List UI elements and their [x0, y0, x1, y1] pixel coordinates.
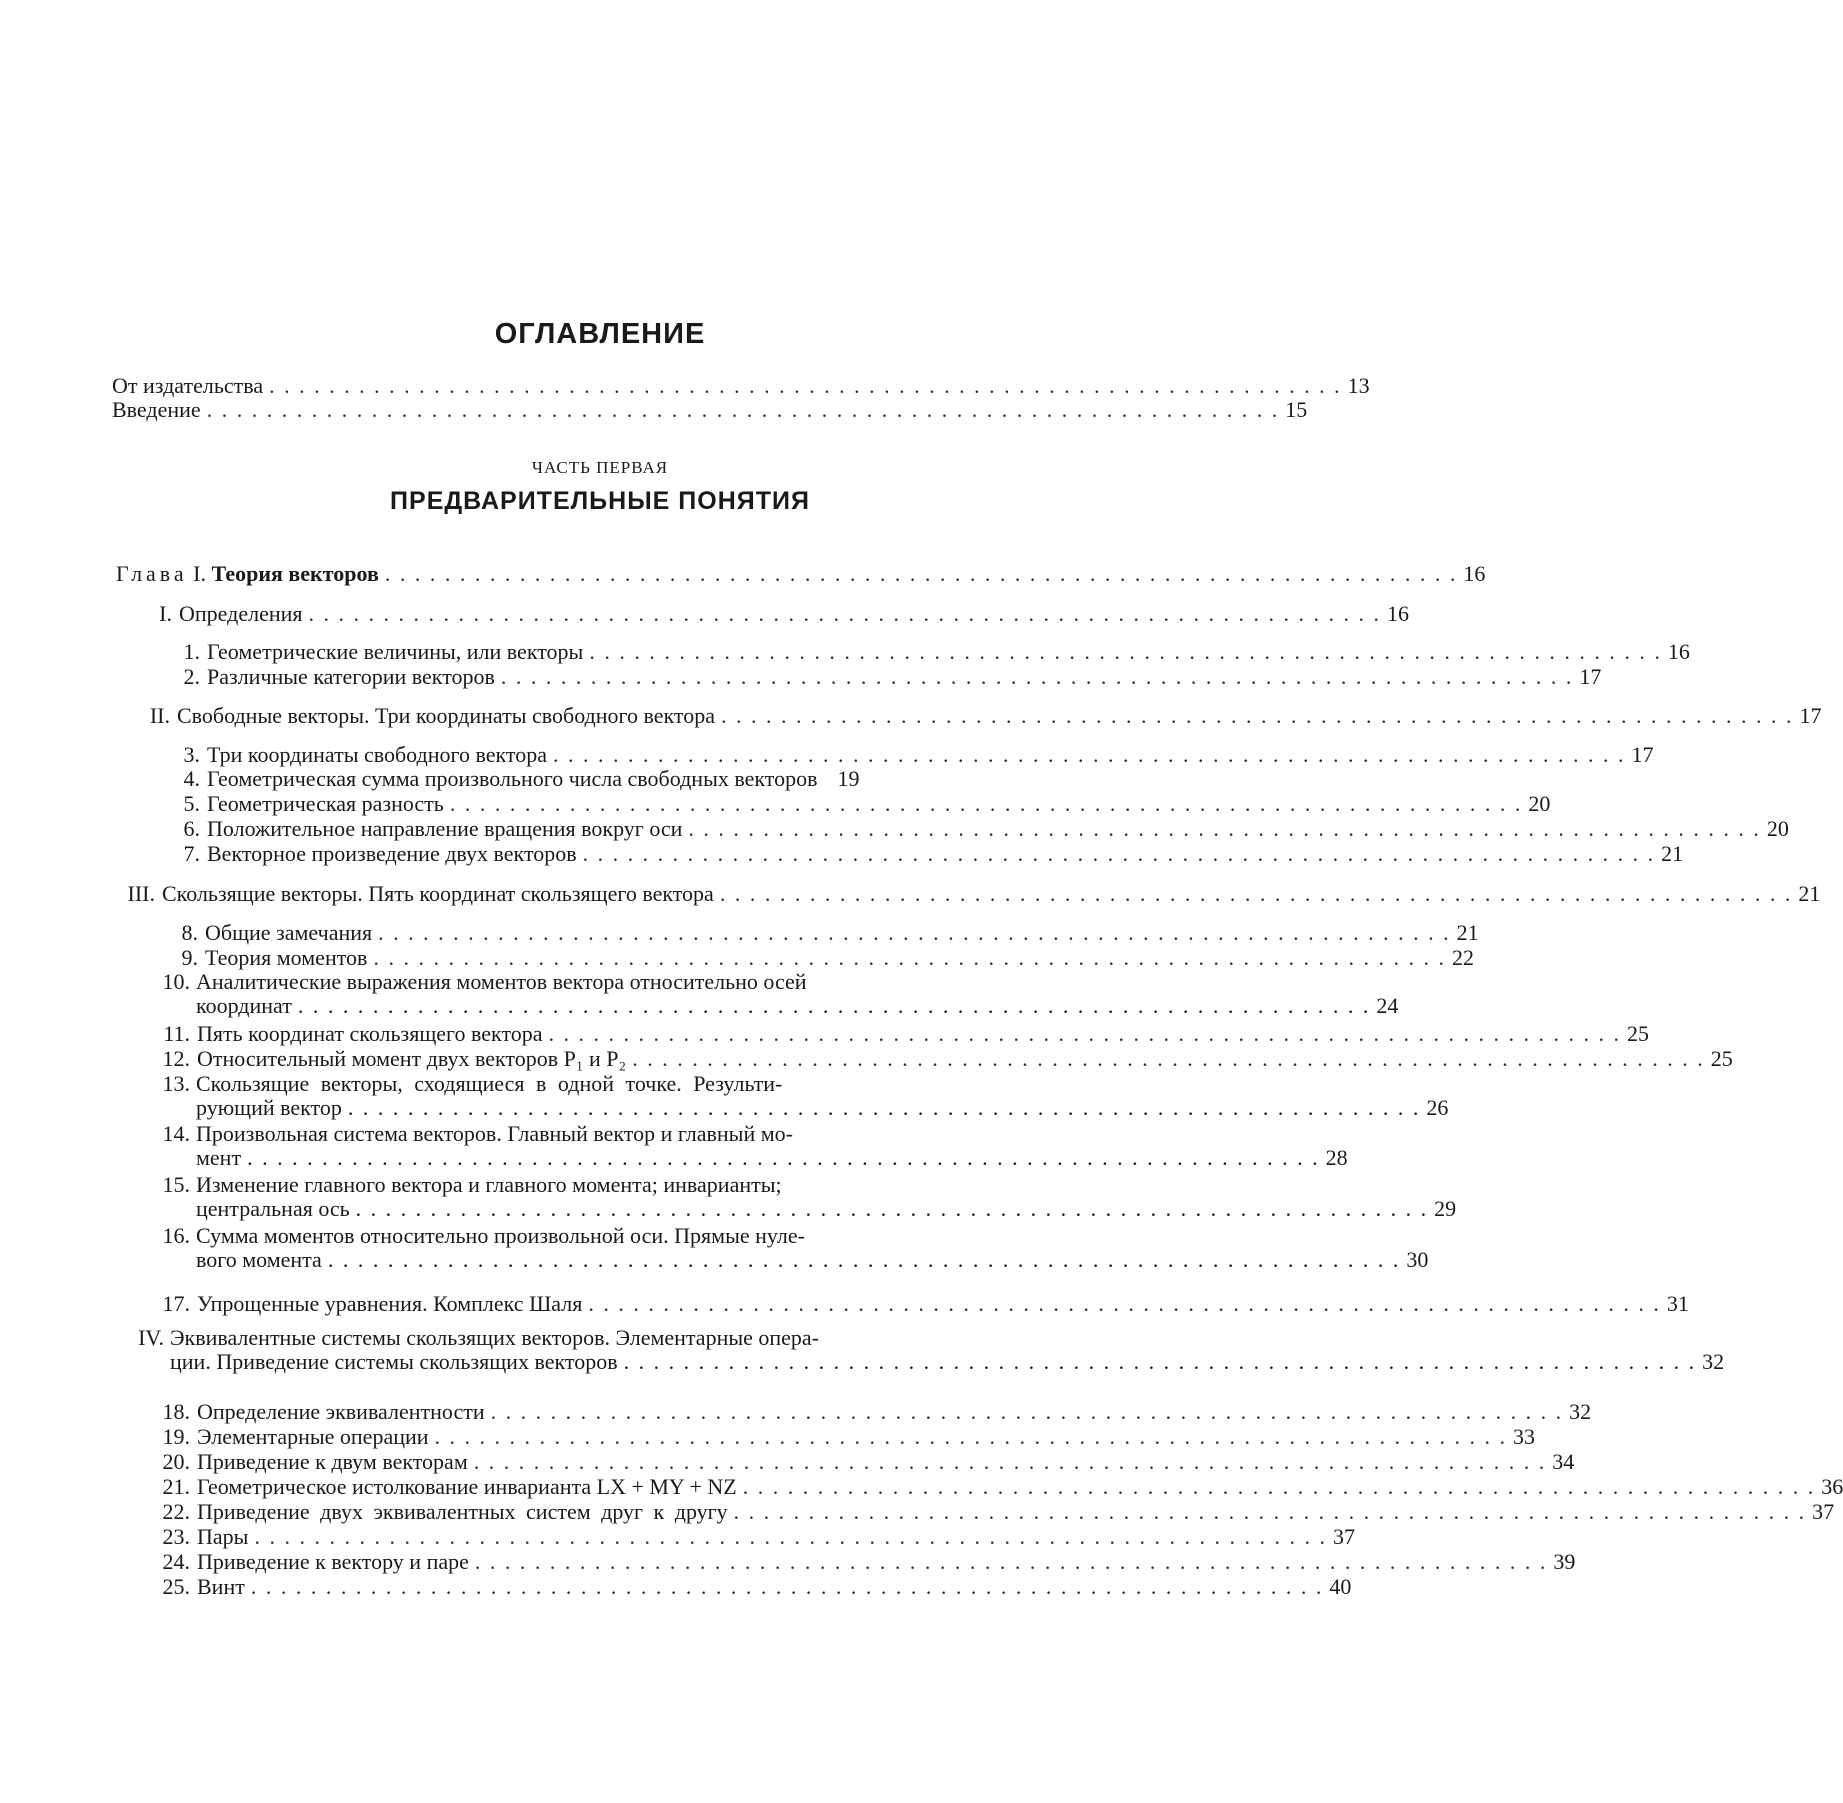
entry-page: 21: [1798, 881, 1821, 906]
item-number: 24.: [162, 1549, 190, 1574]
toc-section-3: [117, 880, 1821, 906]
toc-item-1: [162, 638, 1690, 664]
toc-item-14: [162, 1121, 1348, 1170]
toc-item-15: [162, 1172, 1457, 1221]
entry-page: 28: [1325, 1145, 1348, 1170]
toc-item-2: [162, 663, 1602, 689]
item-number: 6.: [183, 816, 200, 841]
item-number: 22.: [162, 1499, 190, 1524]
item-number: 25.: [162, 1574, 190, 1599]
entry-page: 21: [1661, 841, 1684, 866]
item-number: 23.: [162, 1524, 190, 1549]
toc-item-11: [152, 1020, 1650, 1046]
item-number: 10.: [162, 969, 190, 994]
leader-dots: [721, 704, 1794, 728]
leader-dots: [501, 665, 1574, 689]
entry-page: 26: [1426, 1095, 1449, 1120]
section-title: Скользящие векторы. Пять координат скользящего вектора: [162, 881, 714, 906]
section-number: IV.: [138, 1325, 164, 1350]
entry-page: 25: [1627, 1021, 1650, 1046]
item-last-line: [196, 1247, 1429, 1272]
leader-dots: [688, 817, 1761, 841]
entry-page: 21: [1456, 920, 1479, 945]
entry-page: 25: [1710, 1046, 1733, 1071]
leader-dots: [251, 1575, 1324, 1599]
item-text: Упрощенные уравнения. Комплекс Шаля: [197, 1291, 583, 1316]
item-text-line2: координат: [196, 993, 292, 1018]
entry-page: 15: [1285, 397, 1308, 422]
item-text-line1: Аналитические выражения моментов вектора относительно осей: [196, 969, 807, 994]
leader-dots: [553, 743, 1626, 767]
item-text: Пять координат скользящего вектора: [197, 1021, 543, 1046]
leader-dots: [474, 1450, 1547, 1474]
item-last-line: [196, 1095, 1449, 1120]
toc-section-4: [138, 1325, 1725, 1374]
leader-dots: [475, 1550, 1548, 1574]
entry-page: 37: [1332, 1524, 1355, 1549]
entry-page: 29: [1434, 1196, 1457, 1221]
toc-item-10: [162, 969, 1399, 1018]
toc-item-4: [162, 765, 1075, 791]
item-text-line1: Скользящие векторы, сходящиеся в одной точке. Результи-: [196, 1071, 783, 1096]
toc-item-16: [162, 1223, 1429, 1272]
toc-item-22: [152, 1498, 1835, 1524]
item-text: Геометрическое истолкование инварианта LX + MY + NZ: [197, 1474, 737, 1499]
leader-dots: [588, 1292, 1661, 1316]
entry-page: 20: [1528, 791, 1551, 816]
toc-item-13: [162, 1071, 1449, 1120]
item-text: Геометрические величины, или векторы: [207, 639, 584, 664]
section-number: III.: [127, 881, 155, 906]
item-number: 16.: [162, 1223, 190, 1248]
item-text: Общие замечания: [205, 920, 373, 945]
leader-dots: [309, 602, 1382, 626]
item-text: Векторное произведение двух векторов: [207, 841, 577, 866]
item-text-line2: рующий вектор: [196, 1095, 342, 1120]
item-text-line2: вого момента: [196, 1247, 322, 1272]
toc-item-25: [152, 1573, 1352, 1599]
leader-dots: [373, 946, 1446, 970]
toc-section-2: [132, 702, 1822, 728]
leader-dots: [269, 374, 1342, 398]
section-title: Определения: [179, 601, 303, 626]
item-text: Винт: [197, 1574, 245, 1599]
item-text: Геометрическая сумма произвольного числа свободных векторов: [207, 766, 818, 791]
toc-item-6: [162, 815, 1789, 841]
item-last-line: [196, 1196, 1457, 1221]
chapter-number: I.: [193, 561, 206, 586]
item-number: 1.: [183, 639, 200, 664]
entry-page: 33: [1513, 1424, 1536, 1449]
toc-item-20: [152, 1448, 1575, 1474]
leader-dots: [298, 994, 1371, 1018]
entry-page: 13: [1347, 373, 1370, 398]
item-text-line1: Изменение главного вектора и главного момента; инварианты;: [196, 1172, 782, 1197]
leader-dots: [378, 921, 1451, 945]
item-text-line2: мент: [196, 1145, 242, 1170]
entry-page: 30: [1406, 1247, 1429, 1272]
item-number: 4.: [183, 766, 200, 791]
toc-item-5: [162, 790, 1551, 816]
item-number: 21.: [162, 1474, 190, 1499]
item-text-line1: Произвольная система векторов. Главный вектор и главный мо-: [196, 1121, 793, 1146]
section-title: Свободные векторы. Три координаты свободного вектора: [177, 703, 716, 728]
item-number: 7.: [183, 841, 200, 866]
item-text-line1: Сумма моментов относительно произвольной оси. Прямые нуле-: [196, 1223, 805, 1248]
entry-page: 16: [1387, 601, 1410, 626]
item-text-line2: центральная ось: [196, 1196, 350, 1221]
entry-text: Введение: [112, 397, 201, 422]
leader-dots: [328, 1248, 1401, 1272]
entry-page: 24: [1376, 993, 1399, 1018]
toc-chapter-1: [116, 560, 1486, 586]
leader-dots: [254, 1525, 1327, 1549]
item-text: Относительный момент двух векторов P₁ и P₂: [197, 1046, 627, 1071]
item-number: 18.: [162, 1399, 190, 1424]
toc-section-1: [134, 600, 1410, 626]
toc-item-18: [152, 1398, 1592, 1424]
entry-page: 17: [1631, 742, 1654, 767]
entry-page: 32: [1702, 1349, 1725, 1374]
leader-dots: [435, 1425, 1508, 1449]
entry-page: 17: [1579, 664, 1602, 689]
entry-page: 16: [1463, 561, 1486, 586]
toc-item-3: [162, 741, 1654, 767]
entry-page: 32: [1569, 1399, 1592, 1424]
entry-page: 37: [1812, 1499, 1835, 1524]
item-text: Теория моментов: [205, 945, 368, 970]
entry-page: 16: [1667, 639, 1690, 664]
leader-dots: [583, 842, 1656, 866]
entry-page: 22: [1451, 945, 1474, 970]
entry-page: 17: [1799, 703, 1822, 728]
leader-dots: [632, 1047, 1705, 1071]
chapter-heading: [116, 562, 379, 586]
item-number: 11.: [163, 1021, 190, 1046]
item-text: Различные категории векторов: [207, 664, 495, 689]
page-title: ОГЛАВЛЕНИЕ: [494, 318, 706, 350]
item-number: 15.: [162, 1172, 190, 1197]
section-title-line2: ции. Приведение системы скользящих векторов: [170, 1349, 618, 1374]
item-text: Три координаты свободного вектора: [207, 742, 548, 767]
item-number: 14.: [162, 1121, 190, 1146]
entry-page: 19: [837, 766, 860, 791]
toc-entry-publisher-note: [112, 372, 1370, 398]
entry-page: 36: [1821, 1474, 1843, 1499]
item-last-line: [196, 993, 1399, 1018]
section-number: II.: [149, 703, 170, 728]
leader-dots: [450, 792, 1523, 816]
leader-dots: [743, 1475, 1816, 1499]
leader-dots: [720, 882, 1793, 906]
toc-item-8: [160, 919, 1479, 945]
toc-item-23: [152, 1523, 1355, 1549]
item-number: 12.: [162, 1046, 190, 1071]
toc-entry-introduction: [112, 396, 1308, 422]
chapter-title: Теория векторов: [211, 561, 379, 586]
entry-page: 34: [1552, 1449, 1575, 1474]
item-number: 9.: [181, 945, 198, 970]
leader-dots: [491, 1400, 1564, 1424]
item-text: Приведение к двум векторам: [197, 1449, 468, 1474]
toc-item-7: [162, 840, 1684, 866]
part-label: ЧАСТЬ ПЕРВАЯ: [531, 458, 669, 477]
entry-page: 20: [1766, 816, 1789, 841]
toc-item-9: [160, 944, 1474, 970]
toc-item-24: [152, 1548, 1576, 1574]
leader-dots: [734, 1500, 1807, 1524]
item-number: 19.: [162, 1424, 190, 1449]
leader-dots: [624, 1350, 1697, 1374]
section-number: I.: [159, 601, 172, 626]
leader-dots: [207, 398, 1280, 422]
item-text: Приведение к вектору и паре: [197, 1549, 469, 1574]
toc-item-12: [152, 1045, 1733, 1071]
item-text: Пары: [197, 1524, 249, 1549]
section-last-line: [170, 1349, 1725, 1374]
item-number: 17.: [162, 1291, 190, 1316]
part-title: ПРЕДВАРИТЕЛЬНЫЕ ПОНЯТИЯ: [390, 487, 810, 515]
item-number: 8.: [181, 920, 198, 945]
item-last-line: [196, 1145, 1348, 1170]
entry-page: 39: [1553, 1549, 1576, 1574]
item-number: 3.: [183, 742, 200, 767]
entry-page: 31: [1666, 1291, 1689, 1316]
item-number: 13.: [162, 1071, 190, 1096]
item-number: 5.: [183, 791, 200, 816]
chapter-prefix: Глава: [116, 561, 188, 586]
entry-page: 40: [1329, 1574, 1352, 1599]
toc-item-21: [152, 1473, 1843, 1499]
leader-dots: [549, 1022, 1622, 1046]
leader-dots: [348, 1096, 1421, 1120]
item-text: Геометрическая разность: [207, 791, 444, 816]
leader-dots: [589, 640, 1662, 664]
item-text: Положительное направление вращения вокруг оси: [207, 816, 683, 841]
entry-text: От издательства: [112, 373, 264, 398]
item-text: Приведение двух эквивалентных систем друг к другу: [197, 1499, 728, 1524]
toc-item-17: [152, 1290, 1689, 1316]
item-text: Элементарные операции: [197, 1424, 429, 1449]
toc-item-19: [152, 1423, 1536, 1449]
item-text: Определение эквивалентности: [197, 1399, 485, 1424]
item-number: 20.: [162, 1449, 190, 1474]
section-title-line1: Эквивалентные системы скользящих векторов. Элементарные опера-: [170, 1325, 820, 1350]
leader-dots: [247, 1146, 1320, 1170]
leader-dots: [385, 562, 1458, 586]
leader-dots: [356, 1197, 1429, 1221]
item-number: 2.: [183, 664, 200, 689]
